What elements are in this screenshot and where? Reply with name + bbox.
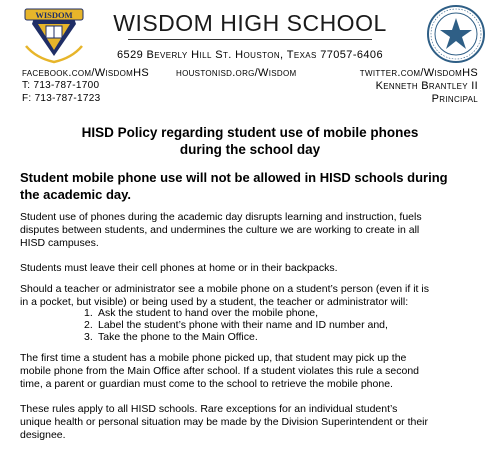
lead-line: Student mobile phone use will not be allowed in HISD schools during xyxy=(20,170,448,185)
paragraph-line: time, a parent or guardian must come to the school to retrieve the mobile phone. xyxy=(20,378,393,390)
paragraph-line: Should a teacher or administrator see a mobile phone on a student’s person (even if it is xyxy=(20,283,429,295)
paragraph-line: mobile phone from the Main Office after school. If a student violates this rule a second xyxy=(20,365,420,377)
policy-title-line: HISD Policy regarding student use of mobile phones xyxy=(81,125,419,140)
steps-list xyxy=(84,307,388,343)
paragraph-line: Students must leave their cell phones at home or in their backpacks. xyxy=(20,262,338,274)
school-address: 6529 Beverly Hill St. Houston, Texas 77057-6406 xyxy=(117,49,383,61)
paragraph-pickup-rules xyxy=(20,352,485,391)
principal-name: Kenneth Brantley II xyxy=(375,80,478,92)
phone-number: T: 713-787-1700 xyxy=(22,80,100,91)
list-item: 2. Label the student’s phone with their name and ID number and, xyxy=(84,319,388,331)
title-rule xyxy=(128,39,372,40)
paragraph-disruption xyxy=(20,211,485,250)
paragraph-line: The first time a student has a mobile phone picked up, that student may pick up the xyxy=(20,352,407,364)
list-item: 1. Ask the student to hand over the mobile phone, xyxy=(84,307,319,319)
twitter-link[interactable]: twitter.com/WisdomHS xyxy=(359,67,478,79)
principal-title: Principal xyxy=(431,93,478,105)
paragraph-teacher-action xyxy=(20,283,485,309)
paragraph-leave-phones xyxy=(20,262,485,275)
paragraph-exceptions xyxy=(20,403,485,442)
list-item: 3. Take the phone to the Main Office. xyxy=(84,331,258,343)
paragraph-line: in a pocket, but visible) or being used by a student, the teacher or administrator will: xyxy=(20,296,409,308)
fax-number: F: 713-787-1723 xyxy=(22,93,101,104)
paragraph-line: Student use of phones during the academic day disrupts learning and instruction, fuels xyxy=(20,211,422,223)
website-link[interactable]: houstonisd.org/Wisdom xyxy=(176,67,297,79)
letterhead xyxy=(0,0,500,108)
policy-lead-statement xyxy=(20,169,480,203)
logo-text: WISDOM xyxy=(35,10,73,20)
paragraph-line: designee. xyxy=(20,429,66,441)
paragraph-line: These rules apply to all HISD schools. Rare exceptions for an individual student’s xyxy=(20,403,398,415)
paragraph-line: unique health or personal situation may be made by the Division Superintendent or their xyxy=(20,416,428,428)
paragraph-line: HISD campuses. xyxy=(20,237,99,249)
lead-line: the academic day. xyxy=(20,187,132,202)
school-name: WISDOM HIGH SCHOOL xyxy=(113,10,387,36)
paragraph-line: disputes between students, and undermines the culture we are working to create in all xyxy=(20,224,420,236)
policy-title xyxy=(40,124,460,158)
policy-title-line: during the school day xyxy=(179,142,321,157)
facebook-link[interactable]: facebook.com/WisdomHS xyxy=(22,67,149,79)
